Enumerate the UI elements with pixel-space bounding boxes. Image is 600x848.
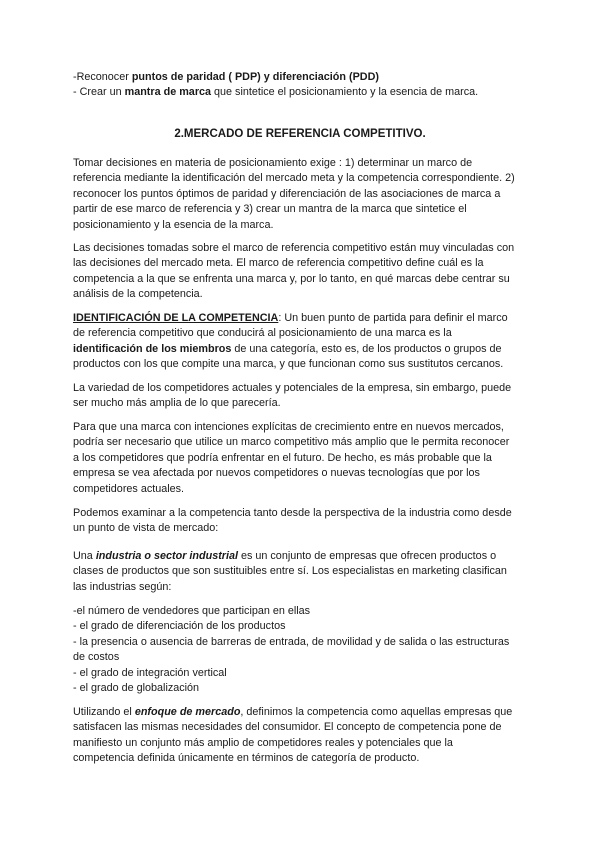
paragraph-5: Para que una marca con intenciones explícitas de crecimiento entre en nuevos mercados, podría ser necesario que utilice un marco competitivo más amplio que le permita reconocer a los competidores que podría enfrentar en el futuro. De hecho, es más probable que la empresa se vea afectada por nuevos competidores o nuevas tecnologías que por los competidores actuales. (73, 421, 510, 495)
paragraph-1: Tomar decisiones en materia de posicionamiento exige : 1) determinar un marco de referencia mediante la identificación del mercado meta y la competencia correspondiente. 2) reconocer los puntos óptimos de paridad y diferenciación de las asociaciones de marca a partir de ese marco de referencia y 3) crear un mantra de la marca que sintetice el posicionamiento y la esencia de la marca. (73, 157, 515, 231)
list-item: - la presencia o ausencia de barreras de entrada, de movilidad y de salida o las estructuras (73, 635, 510, 648)
list-item: - el grado de diferenciación de los productos (73, 620, 286, 633)
intro-item-1: -Reconocer puntos de paridad ( PDP) y diferenciación (PDD) (73, 71, 379, 83)
paragraph-industry: Una industria o sector industrial es un conjunto de empresas que ofrecen productos o clases de productos que son sustituibles entre sí. Los especialistas en marketing clasifican las industrias según: (73, 550, 507, 593)
intro-item-2: - Crear un mantra de marca que sintetice el posicionamiento y la esencia de marca. (73, 86, 479, 99)
paragraph-4: La variedad de los competidores actuales y potenciales de la empresa, sin embargo, puede ser mucho más amplia de lo que parecería. (73, 382, 512, 410)
term-industria: industria o sector industrial (95, 550, 238, 562)
section-heading: 2.MERCADO DE REFERENCIA COMPETITIVO. (174, 128, 426, 140)
term-enfoque-mercado: enfoque de mercado (134, 706, 241, 718)
industry-criteria-list (73, 604, 533, 696)
paragraph-competition: IDENTIFICACIÓN DE LA COMPETENCIA: Un buen punto de partida para definir el marco de referencia competitivo que conducirá al posicionamiento de una marca es la identificación de los miembros de una categoría, esto es, de los productos o grupos de productos con los que compite una marca, y que funcionan como sus sustitutos cercanos. (73, 312, 508, 371)
list-item: - el grado de integración vertical (73, 666, 227, 679)
list-item: -el número de vendedores que participan en ellas (73, 605, 311, 617)
paragraph-6: Podemos examinar a la competencia tanto desde la perspectiva de la industria como desde un punto de vista de mercado: (73, 507, 512, 535)
list-item: - el grado de globalización (73, 682, 200, 695)
paragraph-market: Utilizando el enfoque de mercado, definimos la competencia como aquellas empresas que satisfacen las mismas necesidades del consumidor. El concepto de competencia pone de manifiesto un conjunto más amplio de competidores reales y potenciales que la competencia definida únicamente en términos de categoría de producto. (73, 706, 513, 765)
intro-list (73, 70, 533, 101)
term-identificacion-competencia: IDENTIFICACIÓN DE LA COMPETENCIA (73, 312, 279, 324)
paragraph-2: Las decisiones tomadas sobre el marco de referencia competitivo están muy vinculadas con las decisiones del mercado meta. El marco de referencia competitivo define cuál es la competencia a la que se enfrenta una marca y, por lo tanto, en qué marcas debe centrar su análisis de la competencia. (73, 242, 515, 301)
list-item: de costos (73, 651, 120, 664)
term-identificacion-miembros: identificación de los miembros (73, 342, 232, 355)
